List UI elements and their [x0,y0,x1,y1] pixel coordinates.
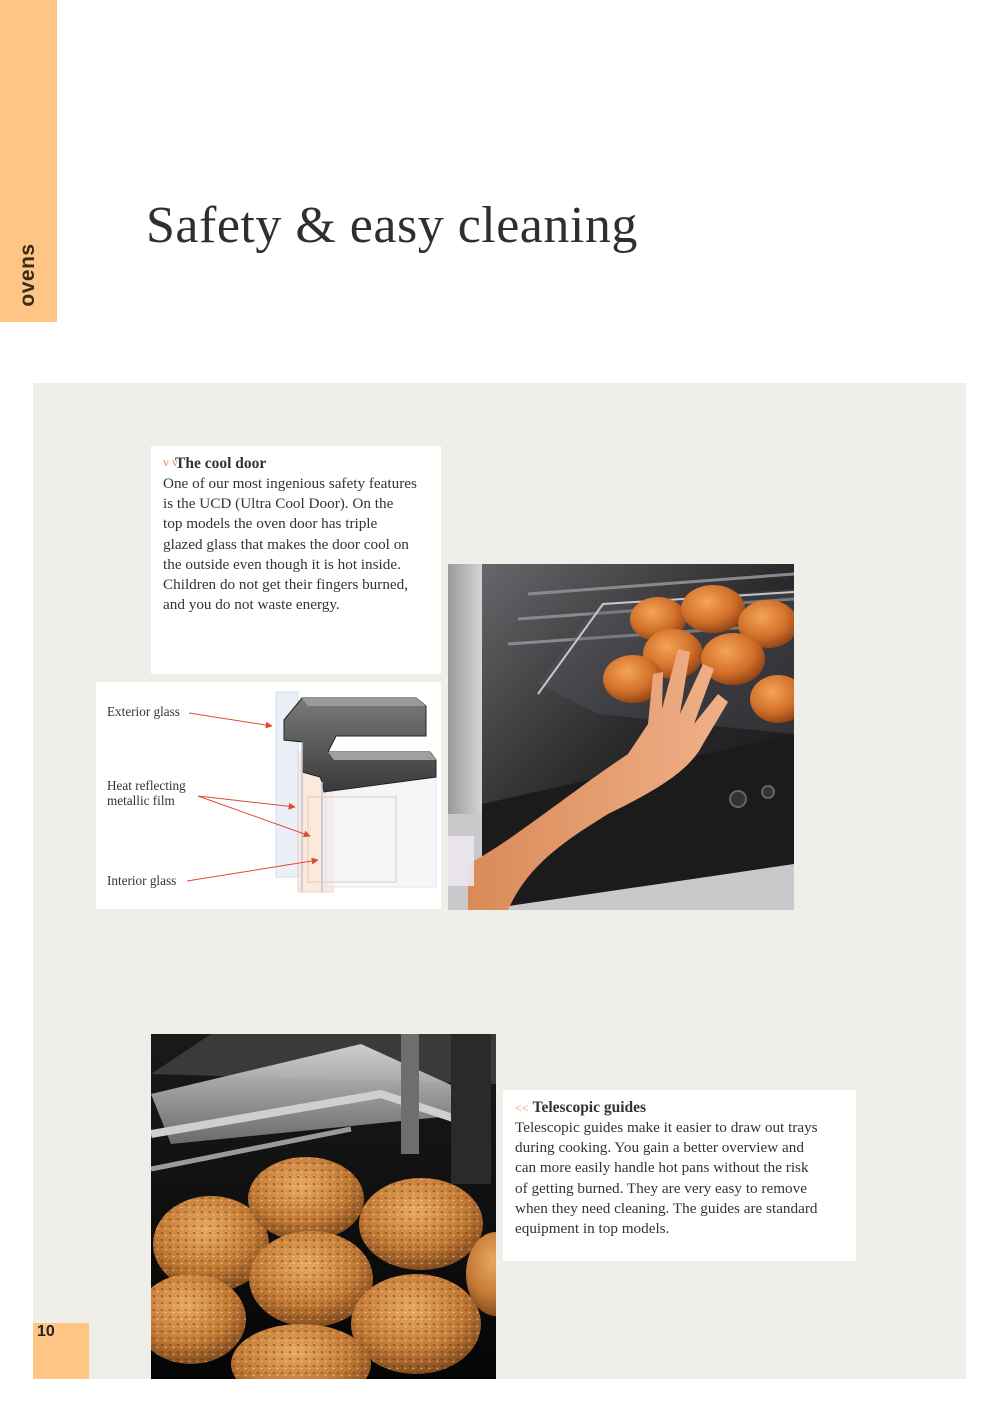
cool-door-line: the outside even though it is hot inside. [163,555,401,573]
cool-door-line: Children do not get their fingers burned, [163,576,409,594]
telescopic-line: Telescopic guides make it easier to draw out trays [515,1119,818,1136]
cool-door-line: and you do not waste energy. [163,596,340,614]
cool-door-body [163,474,431,615]
telescopic-line: equipment in top models. [515,1220,670,1238]
cool-door-line: glazed glass that makes the door cool on [163,535,409,553]
interior-glass-label: Interior glass [107,873,177,888]
telescopic-heading-text: Telescopic guides [532,1099,647,1116]
telescopic-guides-photo-image [151,1034,496,1379]
page-number-tab [33,1323,89,1379]
heat-film-label-line: Heat reflecting [107,778,186,793]
telescopic-guides-box [503,1090,856,1261]
door-glass-diagram [96,682,441,909]
exterior-arrow [189,713,272,726]
cool-door-line: top models the oven door has triple [163,515,378,533]
cool-door-marker: v v [163,455,178,469]
telescopic-heading [515,1098,846,1118]
door-glass-illustration [96,682,441,909]
page-title: Safety & easy cleaning [146,197,638,254]
cool-door-heading-text: The cool door [175,455,267,472]
exterior-glass-label: Exterior glass [107,704,180,719]
telescopic-guides-photo [151,1034,496,1379]
cool-door-heading [163,454,431,474]
telescopic-line: when they need cleaning. The guides are standard [515,1199,818,1217]
oven-door-photo [448,564,794,910]
telescopic-body [515,1118,846,1239]
cool-door-line: is the UCD (Ultra Cool Door). On the [163,495,394,513]
telescopic-line: can more easily handle hot pans without the risk [515,1159,809,1177]
section-tab-label: ovens [16,243,39,307]
cool-door-line: One of our most ingenious safety features [163,475,417,492]
telescopic-marker: << [515,1101,529,1115]
oven-door-photo-image [448,564,794,910]
page-number: 10 [37,1323,55,1340]
telescopic-line: during cooking. You gain a better overview and [515,1139,804,1157]
telescopic-line: of getting burned. They are very easy to remove [515,1179,807,1197]
section-tab [0,0,57,322]
heat-film-label-line: metallic film [107,793,175,808]
cool-door-box [151,446,441,674]
